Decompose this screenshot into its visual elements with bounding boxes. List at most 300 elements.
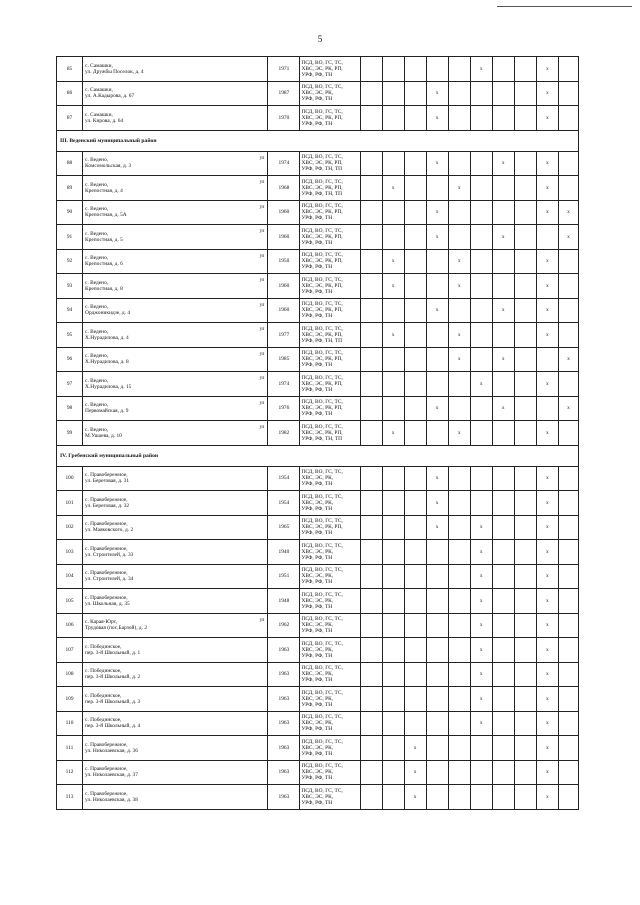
mark-cell bbox=[448, 151, 470, 176]
mark-cell: x bbox=[536, 589, 558, 614]
address-cell bbox=[83, 298, 268, 323]
mark-cell bbox=[360, 491, 382, 516]
mark-cell bbox=[492, 515, 514, 540]
mark-cell bbox=[404, 711, 426, 736]
address-line-1: с. Ведено, bbox=[85, 255, 109, 262]
mark-cell bbox=[448, 491, 470, 516]
street-type: ул bbox=[259, 351, 265, 357]
mark-cell bbox=[492, 176, 514, 201]
systems-cell bbox=[300, 662, 360, 687]
address-cell bbox=[83, 372, 268, 397]
mark-cell bbox=[360, 760, 382, 785]
mark-cell: x bbox=[536, 372, 558, 397]
mark-cell: x bbox=[426, 106, 448, 131]
mark-cell bbox=[382, 466, 404, 491]
mark-cell bbox=[514, 421, 536, 446]
rows-group-b bbox=[57, 151, 579, 445]
mark-cell bbox=[558, 372, 578, 397]
address-cell bbox=[83, 57, 268, 82]
systems-line: УРФ, РФ, ТН bbox=[301, 411, 333, 418]
street-type: ул bbox=[259, 327, 265, 332]
mark-cell bbox=[404, 687, 426, 712]
mark-cell bbox=[404, 176, 426, 201]
mark-cell bbox=[448, 662, 470, 687]
mark-cell bbox=[360, 298, 382, 323]
mark-cell bbox=[558, 589, 578, 614]
build-year: 1971 bbox=[268, 57, 300, 82]
mark-cell bbox=[360, 711, 382, 736]
systems-line: УРФ, РФ, ТН bbox=[301, 554, 333, 561]
row-number: 86 bbox=[57, 81, 83, 106]
address-line-2: ул. Кирова, д. 64 bbox=[85, 117, 124, 124]
systems-cell bbox=[300, 785, 360, 810]
address-line-1: с. Самашки, bbox=[85, 87, 113, 94]
mark-cell bbox=[360, 687, 382, 712]
address-cell bbox=[83, 736, 268, 761]
systems-line: ПСД, ВО, ГС, ТС, bbox=[301, 714, 343, 721]
row-number: 89 bbox=[57, 176, 83, 201]
mark-cell: x bbox=[558, 347, 578, 372]
systems-line: ХВС, ЭС, РК, bbox=[301, 769, 334, 776]
table-row bbox=[57, 421, 579, 446]
address-line-2: Первомайская, д. 9 bbox=[85, 408, 129, 415]
mark-cell bbox=[536, 347, 558, 372]
build-year: 1963 bbox=[268, 785, 300, 810]
systems-line: ХВС, ЭС, РК, РП, bbox=[301, 282, 343, 289]
systems-line: ХВС, ЭС, РК, РП, bbox=[301, 258, 343, 265]
mark-cell bbox=[360, 466, 382, 491]
mark-cell bbox=[360, 81, 382, 106]
mark-cell bbox=[492, 274, 514, 299]
mark-cell: x bbox=[492, 225, 514, 250]
address-line-1: с. Побединское, bbox=[85, 643, 122, 650]
row-number: 97 bbox=[57, 372, 83, 397]
mark-cell: x bbox=[404, 785, 426, 810]
mark-cell: x bbox=[382, 176, 404, 201]
mark-cell bbox=[492, 372, 514, 397]
systems-cell bbox=[300, 396, 360, 421]
section-iv bbox=[57, 445, 579, 466]
mark-cell: x bbox=[536, 81, 558, 106]
systems-line: ХВС, ЭС, РК, bbox=[301, 793, 334, 800]
address-line-2: пер. 3-й Школьный, д. 4 bbox=[85, 723, 141, 730]
mark-cell bbox=[426, 176, 448, 201]
table-row bbox=[57, 736, 579, 761]
mark-cell bbox=[558, 662, 578, 687]
mark-cell: x bbox=[536, 564, 558, 589]
build-year: 1974 bbox=[268, 372, 300, 397]
row-number: 93 bbox=[57, 274, 83, 299]
mark-cell bbox=[470, 81, 492, 106]
mark-cell bbox=[558, 57, 578, 82]
systems-line: ПСД, ВО, ГС, ТС, bbox=[301, 108, 343, 115]
systems-line: УРФ, РФ, ТН bbox=[301, 239, 333, 246]
address-cell bbox=[83, 711, 268, 736]
table-row bbox=[57, 274, 579, 299]
mark-cell: x bbox=[448, 421, 470, 446]
address-line-1: с. Ведено, bbox=[85, 157, 109, 164]
mark-cell bbox=[514, 589, 536, 614]
systems-cell bbox=[300, 736, 360, 761]
systems-line: ХВС, ЭС, РК, РП, bbox=[301, 356, 343, 363]
table-row bbox=[57, 323, 579, 348]
mark-cell bbox=[514, 274, 536, 299]
table-row bbox=[57, 638, 579, 663]
systems-line: ХВС, ЭС, РК, bbox=[301, 597, 334, 604]
systems-line: ПСД, ВО, ГС, ТС, bbox=[301, 252, 343, 259]
mark-cell bbox=[558, 613, 578, 638]
address-line-2: Трудовая (пос.Барзой), д. 2 bbox=[85, 625, 148, 632]
mark-cell bbox=[448, 396, 470, 421]
mark-cell bbox=[558, 176, 578, 201]
header-rule bbox=[497, 6, 632, 7]
build-year: 1960 bbox=[268, 298, 300, 323]
systems-line: ПСД, ВО, ГС, ТС, bbox=[301, 178, 343, 185]
mark-cell bbox=[470, 421, 492, 446]
address-cell bbox=[83, 760, 268, 785]
street-type: ул bbox=[259, 155, 265, 161]
build-year: 1960 bbox=[268, 225, 300, 250]
mark-cell bbox=[404, 638, 426, 663]
mark-cell bbox=[470, 151, 492, 176]
systems-line: УРФ, РФ, ТН bbox=[301, 652, 333, 659]
mark-cell bbox=[360, 564, 382, 589]
mark-cell bbox=[558, 298, 578, 323]
build-year: 1968 bbox=[268, 176, 300, 201]
mark-cell bbox=[492, 466, 514, 491]
mark-cell: x bbox=[536, 711, 558, 736]
mark-cell bbox=[514, 249, 536, 274]
mark-cell bbox=[492, 200, 514, 225]
systems-cell bbox=[300, 298, 360, 323]
build-year: 1951 bbox=[268, 564, 300, 589]
mark-cell: x bbox=[492, 298, 514, 323]
mark-cell bbox=[360, 515, 382, 540]
mark-cell bbox=[382, 785, 404, 810]
systems-line: ПСД, ВО, ГС, ТС, bbox=[301, 493, 343, 500]
table-row bbox=[57, 589, 579, 614]
mark-cell bbox=[514, 613, 536, 638]
systems-line: ПСД, ВО, ГС, ТС, bbox=[301, 276, 343, 283]
street-type: ул bbox=[259, 180, 265, 185]
mark-cell: x bbox=[426, 225, 448, 250]
mark-cell bbox=[558, 785, 578, 810]
mark-cell bbox=[448, 760, 470, 785]
mark-cell bbox=[404, 323, 426, 348]
mark-cell bbox=[404, 396, 426, 421]
systems-line: ПСД, ВО, ГС, ТС, bbox=[301, 469, 343, 476]
mark-cell bbox=[360, 176, 382, 201]
address-line-2: Крепостная, д. 6 bbox=[85, 261, 123, 268]
mark-cell bbox=[404, 613, 426, 638]
mark-cell bbox=[360, 323, 382, 348]
mark-cell: x bbox=[470, 613, 492, 638]
row-number: 104 bbox=[57, 564, 83, 589]
mark-cell bbox=[558, 638, 578, 663]
address-cell bbox=[83, 421, 268, 446]
systems-line: ХВС, ЭС, РК, РП, bbox=[301, 114, 343, 121]
systems-line: ХВС, ЭС, РК, bbox=[301, 548, 334, 555]
systems-cell bbox=[300, 249, 360, 274]
mark-cell: x bbox=[536, 466, 558, 491]
address-line-1: с. Правобережное, bbox=[85, 790, 128, 797]
table-row bbox=[57, 347, 579, 372]
build-year: 1987 bbox=[268, 81, 300, 106]
address-cell bbox=[83, 466, 268, 491]
systems-line: ПСД, ВО, ГС, ТС, bbox=[301, 787, 343, 794]
mark-cell bbox=[492, 564, 514, 589]
mark-cell bbox=[492, 785, 514, 810]
build-year: 1960 bbox=[268, 274, 300, 299]
systems-line: УРФ, РФ, ТН, ТП bbox=[301, 166, 343, 173]
mark-cell: x bbox=[536, 662, 558, 687]
mark-cell bbox=[360, 274, 382, 299]
build-year: 1948 bbox=[268, 589, 300, 614]
mark-cell bbox=[536, 225, 558, 250]
address-line-1: с. Правобережное, bbox=[85, 545, 128, 552]
systems-line: ПСД, ВО, ГС, ТС, bbox=[301, 763, 343, 770]
mark-cell bbox=[360, 785, 382, 810]
row-number: 96 bbox=[57, 347, 83, 372]
address-line-1: с. Ведено, bbox=[85, 304, 109, 311]
systems-line: ХВС, ЭС, РК, РП, bbox=[301, 184, 343, 191]
mark-cell bbox=[470, 323, 492, 348]
systems-line: УРФ, РФ, ТН bbox=[301, 505, 333, 512]
street-type: ул bbox=[259, 278, 265, 283]
build-year: 1960 bbox=[268, 200, 300, 225]
systems-line: ХВС, ЭС, РК, bbox=[301, 475, 334, 482]
mark-cell bbox=[514, 760, 536, 785]
mark-cell bbox=[404, 274, 426, 299]
row-number: 107 bbox=[57, 638, 83, 663]
build-year: 1954 bbox=[268, 491, 300, 516]
mark-cell bbox=[492, 613, 514, 638]
mark-cell bbox=[514, 491, 536, 516]
mark-cell bbox=[404, 589, 426, 614]
mark-cell bbox=[492, 760, 514, 785]
address-line-2: пер. 3-й Школьный, д. 3 bbox=[85, 698, 141, 705]
table-row bbox=[57, 249, 579, 274]
mark-cell bbox=[382, 638, 404, 663]
mark-cell bbox=[360, 106, 382, 131]
systems-cell bbox=[300, 372, 360, 397]
mark-cell bbox=[514, 347, 536, 372]
address-line-1: с. Правобережное, bbox=[85, 521, 128, 528]
row-number: 102 bbox=[57, 515, 83, 540]
address-line-2: Крепостная, д. 5 bbox=[85, 236, 123, 243]
mark-cell bbox=[470, 347, 492, 372]
address-line-1: с. Ведено, bbox=[85, 377, 109, 384]
mark-cell bbox=[426, 564, 448, 589]
systems-line: УРФ, РФ, ТН bbox=[301, 362, 333, 369]
row-number: 103 bbox=[57, 540, 83, 565]
systems-line: УРФ, РФ, ТН bbox=[301, 386, 333, 393]
mark-cell bbox=[360, 613, 382, 638]
systems-line: ХВС, ЭС, РК, bbox=[301, 573, 334, 580]
mark-cell bbox=[382, 200, 404, 225]
mark-cell: x bbox=[382, 274, 404, 299]
mark-cell bbox=[492, 540, 514, 565]
mark-cell bbox=[492, 421, 514, 446]
mark-cell bbox=[426, 687, 448, 712]
mark-cell: x bbox=[558, 396, 578, 421]
mark-cell: x bbox=[448, 176, 470, 201]
table-row bbox=[57, 151, 579, 176]
systems-line: ПСД, ВО, ГС, ТС, bbox=[301, 665, 343, 672]
mark-cell bbox=[492, 589, 514, 614]
table-row bbox=[57, 466, 579, 491]
mark-cell: x bbox=[558, 225, 578, 250]
systems-line: УРФ, РФ, ТН, ТП bbox=[301, 190, 343, 197]
mark-cell: x bbox=[448, 347, 470, 372]
mark-cell: x bbox=[470, 515, 492, 540]
address-cell bbox=[83, 540, 268, 565]
mark-cell bbox=[404, 491, 426, 516]
mark-cell bbox=[470, 249, 492, 274]
mark-cell bbox=[470, 760, 492, 785]
mark-cell bbox=[426, 540, 448, 565]
mark-cell: x bbox=[470, 564, 492, 589]
street-type: ул bbox=[259, 617, 265, 623]
mark-cell bbox=[360, 662, 382, 687]
mark-cell bbox=[382, 225, 404, 250]
address-line-1: с. Правобережное, bbox=[85, 594, 128, 601]
address-line-2: ул. Николаевская, д. 37 bbox=[85, 772, 138, 779]
systems-line: ПСД, ВО, ГС, ТС, bbox=[301, 616, 343, 623]
systems-line: ПСД, ВО, ГС, ТС, bbox=[301, 84, 343, 91]
mark-cell: x bbox=[536, 491, 558, 516]
mark-cell bbox=[426, 421, 448, 446]
mark-cell bbox=[558, 687, 578, 712]
mark-cell bbox=[470, 785, 492, 810]
systems-line: ХВС, ЭС, РК, РП, bbox=[301, 429, 343, 436]
mark-cell bbox=[382, 106, 404, 131]
systems-cell bbox=[300, 540, 360, 565]
systems-line: ХВС, ЭС, РК, РП, bbox=[301, 160, 343, 167]
address-cell bbox=[83, 274, 268, 299]
mark-cell: x bbox=[470, 589, 492, 614]
mark-cell bbox=[360, 736, 382, 761]
address-line-1: с. Ведено, bbox=[85, 402, 109, 409]
mark-cell bbox=[382, 515, 404, 540]
table-row bbox=[57, 176, 579, 201]
systems-cell bbox=[300, 151, 360, 176]
row-number: 101 bbox=[57, 491, 83, 516]
mark-cell bbox=[514, 372, 536, 397]
mark-cell bbox=[426, 638, 448, 663]
mark-cell bbox=[514, 323, 536, 348]
systems-line: ПСД, ВО, ГС, ТС, bbox=[301, 542, 343, 549]
mark-cell bbox=[514, 515, 536, 540]
mark-cell bbox=[448, 225, 470, 250]
mark-cell: x bbox=[536, 176, 558, 201]
mark-cell: x bbox=[536, 638, 558, 663]
row-number: 99 bbox=[57, 421, 83, 446]
mark-cell bbox=[360, 540, 382, 565]
systems-line: УРФ, РФ, ТН bbox=[301, 264, 333, 271]
mark-cell bbox=[558, 421, 578, 446]
mark-cell: x bbox=[426, 151, 448, 176]
mark-cell: x bbox=[536, 613, 558, 638]
mark-cell bbox=[514, 785, 536, 810]
mark-cell bbox=[492, 491, 514, 516]
mark-cell: x bbox=[470, 711, 492, 736]
mark-cell bbox=[514, 106, 536, 131]
systems-line: ПСД, ВО, ГС, ТС, bbox=[301, 203, 343, 210]
mark-cell bbox=[426, 711, 448, 736]
section-title: IV. Гребенский муниципальный район bbox=[57, 445, 579, 466]
systems-line: ПСД, ВО, ГС, ТС, bbox=[301, 689, 343, 696]
mark-cell bbox=[382, 564, 404, 589]
mark-cell: x bbox=[558, 200, 578, 225]
address-line-1: с. Ведено, bbox=[85, 426, 109, 433]
systems-line: УРФ, РФ, ТН bbox=[301, 313, 333, 320]
mark-cell: x bbox=[536, 785, 558, 810]
mark-cell bbox=[514, 396, 536, 421]
mark-cell bbox=[448, 736, 470, 761]
systems-cell bbox=[300, 564, 360, 589]
address-line-1: с. Самашки, bbox=[85, 111, 113, 118]
mark-cell: x bbox=[426, 298, 448, 323]
mark-cell: x bbox=[382, 323, 404, 348]
mark-cell bbox=[448, 564, 470, 589]
mark-cell bbox=[426, 736, 448, 761]
table-row bbox=[57, 225, 579, 250]
table-row bbox=[57, 564, 579, 589]
systems-line: ХВС, ЭС, РК, РП, bbox=[301, 331, 343, 338]
mark-cell: x bbox=[492, 151, 514, 176]
systems-line: ХВС, ЭС, РК, bbox=[301, 744, 334, 751]
systems-line: УРФ, РФ, ТН bbox=[301, 603, 333, 610]
address-line-2: ул. Береговая, д. 31 bbox=[85, 478, 130, 485]
mark-cell bbox=[514, 151, 536, 176]
mark-cell: x bbox=[426, 515, 448, 540]
row-number: 95 bbox=[57, 323, 83, 348]
mark-cell: x bbox=[426, 466, 448, 491]
table-row bbox=[57, 515, 579, 540]
address-line-2: Крепостная, д. 8 bbox=[85, 285, 123, 292]
row-number: 90 bbox=[57, 200, 83, 225]
mark-cell bbox=[514, 298, 536, 323]
systems-cell bbox=[300, 200, 360, 225]
mark-cell bbox=[558, 491, 578, 516]
mark-cell: x bbox=[536, 200, 558, 225]
mark-cell bbox=[492, 711, 514, 736]
systems-line: ХВС, ЭС, РК, РП, bbox=[301, 524, 343, 531]
mark-cell bbox=[558, 515, 578, 540]
systems-cell bbox=[300, 81, 360, 106]
mark-cell bbox=[514, 81, 536, 106]
mark-cell bbox=[492, 57, 514, 82]
systems-line: ПСД, ВО, ГС, ТС, bbox=[301, 399, 343, 406]
mark-cell bbox=[470, 491, 492, 516]
mark-cell bbox=[514, 200, 536, 225]
mark-cell bbox=[514, 57, 536, 82]
mark-cell: x bbox=[448, 274, 470, 299]
address-line-1: с. Правобережное, bbox=[85, 472, 128, 479]
mark-cell bbox=[360, 396, 382, 421]
mark-cell bbox=[470, 176, 492, 201]
mark-cell: x bbox=[426, 491, 448, 516]
systems-cell bbox=[300, 687, 360, 712]
mark-cell: x bbox=[492, 396, 514, 421]
systems-line: ХВС, ЭС, РК, РП, bbox=[301, 233, 343, 240]
build-year: 1963 bbox=[268, 662, 300, 687]
mark-cell: x bbox=[536, 687, 558, 712]
systems-line: УРФ, РФ, ТН bbox=[301, 799, 333, 806]
address-cell bbox=[83, 225, 268, 250]
address-line-2: ул. Маяковского, д. 2 bbox=[85, 527, 134, 534]
